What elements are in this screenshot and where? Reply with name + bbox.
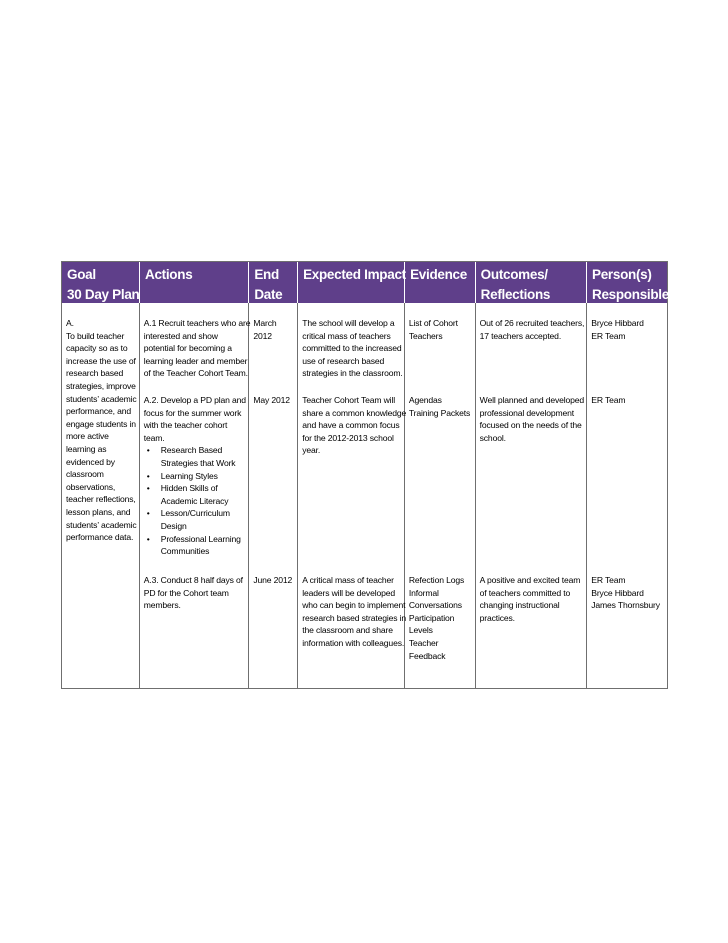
end-date-column [249, 303, 298, 688]
bullet-text: Hidden Skills of [160, 483, 218, 494]
end-date-line: March [253, 318, 277, 328]
evidence-line: Training Packets [408, 407, 471, 418]
action-line: with the teacher cohort [143, 420, 228, 431]
action-line: PD for the Cohort team [143, 587, 229, 598]
goal-line: evidenced by [66, 456, 115, 467]
evidence-line: Agendas [408, 395, 442, 405]
goal-line: lesson plans, and [66, 506, 131, 517]
outcome-line: professional development [479, 407, 574, 418]
end-date-line: 2012 [253, 330, 272, 341]
header-actions [140, 262, 249, 303]
impact-line: The school will develop a [302, 318, 395, 328]
impact-line: use of research based [302, 355, 385, 366]
action-line: A.2. Develop a PD plan and [143, 395, 246, 405]
evidence-line: Levels [408, 625, 433, 636]
bullet-icon: • [146, 483, 150, 494]
header-evidence [405, 262, 476, 303]
header-text: Responsible [592, 287, 669, 302]
action-line: learning leader and member [143, 355, 248, 366]
bullet-text: Professional Learning [160, 533, 241, 544]
impact-line: research based strategies in [302, 612, 406, 623]
evidence-a2 [409, 394, 471, 419]
impact-line: share a common knowledge [302, 407, 407, 418]
outcome-line: practices. [479, 612, 515, 623]
bullet-text: Learning Styles [160, 470, 218, 481]
end-date-line: June 2012 [253, 575, 293, 585]
goal-line: engage students in [66, 418, 136, 429]
table-body-row [62, 303, 667, 688]
outcome-line: focused on the needs of the [479, 420, 582, 431]
impact-line: A critical mass of teacher [302, 575, 394, 585]
header-text: 30 Day Plan [67, 287, 140, 302]
impact-a3 [302, 574, 406, 650]
goal-line: observations, [66, 481, 116, 492]
impact-line: critical mass of teachers [302, 330, 391, 341]
evidence-line: Informal [408, 587, 439, 598]
evidence-line: List of Cohort [408, 318, 458, 328]
header-text: Date [254, 287, 283, 302]
goal-line: capacity so as to [66, 343, 128, 354]
bullet-list-item [144, 533, 245, 546]
goal-line: To build teacher [66, 330, 125, 341]
bullet-list-item [144, 444, 245, 457]
impact-line: information with colleagues. [302, 637, 405, 648]
goal-line: teacher reflections, [66, 494, 136, 505]
impact-line: Teacher Cohort Team will [302, 395, 395, 405]
goal-line: strategies, improve [66, 380, 136, 391]
bullet-list-item [144, 507, 245, 520]
evidence-line: Conversations [408, 600, 462, 611]
person-a2 [591, 394, 663, 407]
outcome-a2 [480, 394, 583, 444]
impact-a1 [302, 317, 403, 380]
goal-text [66, 317, 135, 544]
goal-line: learning as [66, 443, 107, 454]
outcome-line: 17 teachers accepted. [479, 330, 562, 341]
action-line: A.3. Conduct 8 half days of [143, 575, 243, 585]
bullet-icon: • [146, 533, 150, 544]
end-date-a3 [253, 574, 293, 587]
action-line: team. [143, 432, 165, 443]
expected-impact-column [298, 303, 405, 688]
impact-line: and have a common focus [302, 420, 400, 431]
goal-line: students’ academic [66, 393, 137, 404]
goal-line: research based [66, 368, 124, 379]
outcome-line: A positive and excited team [479, 575, 581, 585]
person-line: Bryce Hibbard [591, 587, 644, 598]
header-expected-impact [298, 262, 405, 303]
person-line: Bryce Hibbard [591, 318, 644, 328]
goal-line: classroom [66, 469, 104, 480]
impact-line: who can begin to implement [302, 600, 406, 611]
outcome-a3 [480, 574, 583, 624]
action-line: focus for the summer work [143, 407, 242, 418]
action-line: of the Teacher Cohort Team. [143, 368, 248, 379]
impact-line: the classroom and share [302, 625, 393, 636]
evidence-a1 [409, 317, 471, 342]
action-line: potential for becoming a [143, 343, 232, 354]
bullet-icon: • [146, 508, 150, 519]
person-line: ER Team [591, 395, 626, 405]
outcome-line: of teachers committed to [479, 587, 571, 598]
outcome-line: school. [479, 432, 506, 443]
impact-line: year. [302, 445, 321, 456]
bullet-list-item [144, 482, 245, 495]
goal-line: A. [66, 318, 74, 328]
impact-line: committed to the increased [302, 343, 402, 354]
action-a2 [144, 394, 245, 558]
evidence-line: Teacher [408, 637, 439, 648]
header-text: Actions [145, 267, 193, 282]
evidence-line: Feedback [408, 650, 446, 661]
person-line: ER Team [591, 575, 626, 585]
goal-line: performance, and [66, 406, 131, 417]
impact-line: for the 2012-2013 school [302, 432, 394, 443]
header-text: Expected Impact [303, 267, 406, 282]
evidence-column [405, 303, 476, 688]
header-goal [62, 262, 140, 303]
actions-column [140, 303, 250, 688]
person-a1 [591, 317, 663, 342]
header-text: End [254, 267, 279, 282]
outcome-line: changing instructional [479, 600, 560, 611]
evidence-line: Participation [408, 612, 455, 623]
person-line: ER Team [591, 330, 626, 341]
end-date-a2 [253, 394, 293, 407]
bullet-text: Lesson/Curriculum [160, 508, 230, 519]
header-persons [587, 262, 667, 303]
person-line: James Thornsbury [591, 600, 660, 611]
header-text: Person(s) [592, 267, 652, 282]
goal-line: performance data. [66, 532, 134, 543]
header-outcomes [476, 262, 587, 303]
bullet-icon: • [146, 470, 150, 481]
evidence-a3 [409, 574, 471, 662]
bullet-text: Strategies that Work [160, 457, 236, 468]
goal-column [62, 303, 140, 688]
header-end-date [249, 262, 298, 303]
outcome-line: Well planned and developed [479, 395, 585, 405]
outcome-line: Out of 26 recruited teachers, [479, 318, 585, 328]
end-date-a1 [253, 317, 293, 342]
outcome-a1 [480, 317, 583, 342]
goal-line: more active [66, 431, 109, 442]
header-text: Reflections [480, 287, 551, 302]
bullet-text: Design [160, 520, 187, 531]
action-a1 [143, 317, 251, 380]
persons-column [587, 303, 667, 688]
bullet-text: Research Based [160, 445, 223, 456]
goal-line: increase the use of [66, 355, 136, 366]
evidence-line: Teachers [408, 330, 443, 341]
table-header-row [62, 262, 667, 303]
action-line: members. [143, 600, 181, 611]
header-text: Outcomes/ [480, 267, 548, 282]
action-line: interested and show [143, 330, 218, 341]
bullet-list-item [144, 470, 245, 483]
bullet-text: Academic Literacy [160, 495, 229, 506]
evidence-line: Refection Logs [408, 575, 465, 585]
bullet-text: Communities [160, 546, 210, 557]
end-date-line: May 2012 [253, 395, 290, 405]
bullet-icon: • [146, 445, 150, 456]
header-text: Evidence [410, 267, 467, 282]
outcomes-column [476, 303, 588, 688]
impact-a2 [302, 394, 407, 457]
impact-line: leaders will be developed [302, 587, 395, 598]
impact-line: strategies in the classroom. [302, 368, 403, 379]
person-a3 [591, 574, 663, 612]
action-a3 [144, 574, 245, 612]
action-plan-table [61, 261, 668, 689]
action-line: A.1 Recruit teachers who are [143, 318, 251, 328]
header-text: Goal [67, 267, 96, 282]
goal-line: students’ academic [66, 519, 137, 530]
